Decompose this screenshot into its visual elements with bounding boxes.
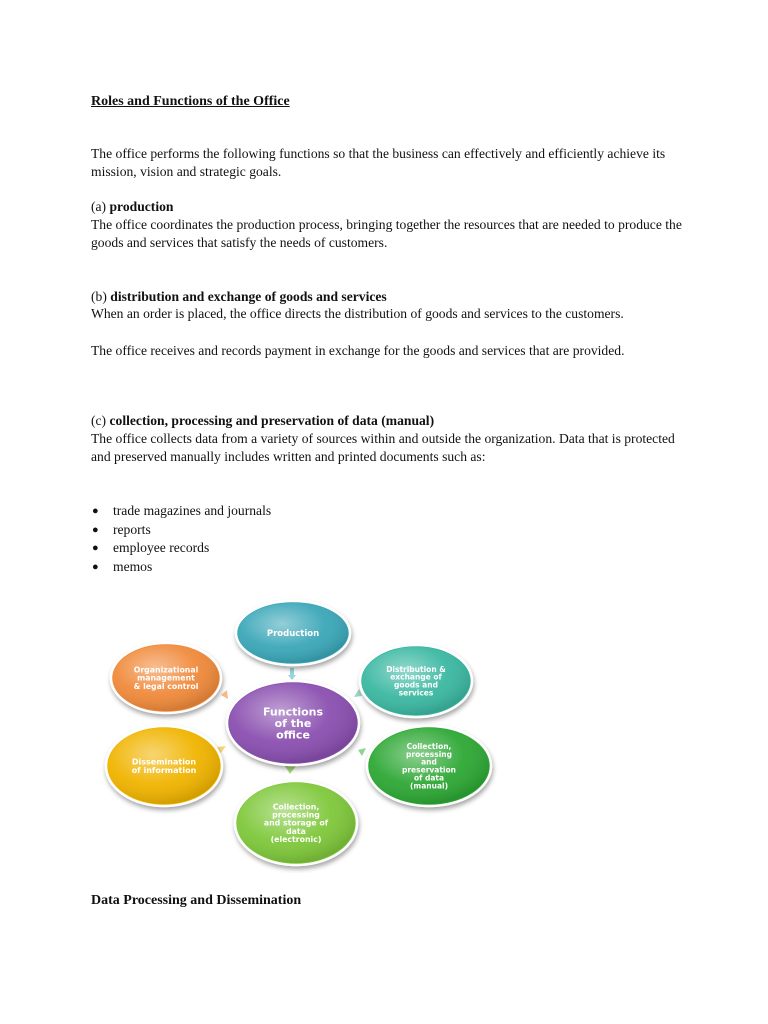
- arrow-down-icon: [285, 766, 296, 774]
- management-node-label: management: [137, 673, 195, 683]
- section-a-title: production: [109, 199, 174, 214]
- manual-data-node-label: processing: [406, 749, 452, 759]
- list-item: ● employee records: [91, 539, 271, 558]
- section-c-heading: [91, 412, 434, 430]
- functions-diagram: [100, 598, 500, 873]
- intro-paragraph: The office performs the following functions so that the business can effectively and efficiently achieve its mission, vision and strategic goals.: [91, 146, 666, 179]
- management-node-label: & legal control: [133, 681, 199, 691]
- electronic-data-node-label: (electronic): [270, 835, 322, 845]
- production-node-label: Production: [266, 628, 320, 639]
- page-title: Roles and Functions of the Office: [91, 94, 290, 109]
- manual-data-node: [367, 726, 491, 806]
- bullet-list: [91, 502, 271, 577]
- manual-data-node-label: and: [421, 757, 437, 767]
- arrow-right-down-icon: [358, 748, 366, 756]
- section-b-title: distribution and exchange of goods and services: [110, 289, 387, 304]
- arrow-left-up-icon: [221, 690, 228, 699]
- distribution-node-label: Distribution &: [386, 664, 446, 674]
- electronic-data-node-label: processing: [272, 810, 320, 820]
- center-node: [227, 681, 359, 765]
- management-node: [111, 643, 221, 713]
- electronic-data-node-label: and storage of: [263, 818, 329, 828]
- electronic-data-node-label: Collection,: [272, 802, 320, 812]
- production-node: [236, 601, 350, 665]
- section-b-text-1: When an order is placed, the office directs the distribution of goods and services to the customers.: [91, 306, 624, 321]
- dissemination-node: [106, 726, 222, 806]
- center-node-label: office: [276, 728, 310, 742]
- distribution-node-label: exchange of: [390, 672, 442, 682]
- electronic-data-node-label: data: [286, 826, 306, 836]
- center-node-label: Functions: [262, 705, 324, 719]
- management-node-label: Organizational: [133, 665, 199, 675]
- section-a-text: The office coordinates the production process, bringing together the resources that are needed to produce the goods and services that satisfy the needs of customers.: [91, 217, 682, 250]
- distribution-node-label: goods and: [394, 680, 438, 690]
- list-item: ● reports: [91, 521, 271, 540]
- list-item: ● trade magazines and journals: [91, 502, 271, 521]
- bullet-icon: ●: [92, 505, 99, 517]
- dissemination-node-label: Dissemination: [131, 757, 197, 767]
- bullet-icon: ●: [92, 523, 99, 536]
- section-a-heading: [91, 198, 173, 216]
- section-c-title: collection, processing and preservation of data (manual): [109, 413, 435, 428]
- section-c-label: (c): [91, 413, 107, 428]
- bullet-icon: ●: [92, 561, 99, 574]
- list-item: ● memos: [91, 558, 271, 577]
- manual-data-node-label: of data: [413, 773, 445, 783]
- electronic-data-node: [235, 781, 357, 865]
- data-processing-heading: Data Processing and Dissemination: [91, 893, 302, 908]
- section-a-label: (a): [91, 199, 107, 214]
- manual-data-node-label: preservation: [401, 765, 457, 775]
- dissemination-node-label: of information: [131, 766, 197, 775]
- section-b-text-2: The office receives and records payment in exchange for the goods and services that are provided.: [91, 343, 625, 358]
- center-node-label: of the: [274, 716, 312, 730]
- manual-data-node-label: (manual): [409, 781, 449, 791]
- section-c-text: The office collects data from a variety of sources within and outside the organization. Data that is protected and preserved manually includes written and printed documents such as:: [91, 431, 675, 464]
- arrow-up-icon: [288, 668, 296, 680]
- distribution-node: [360, 645, 472, 717]
- section-b-label: (b): [91, 289, 107, 304]
- section-b-heading: [91, 288, 387, 306]
- bullet-icon: ●: [92, 542, 99, 555]
- distribution-node-label: services: [398, 688, 434, 698]
- manual-data-node-label: Collection,: [406, 741, 452, 751]
